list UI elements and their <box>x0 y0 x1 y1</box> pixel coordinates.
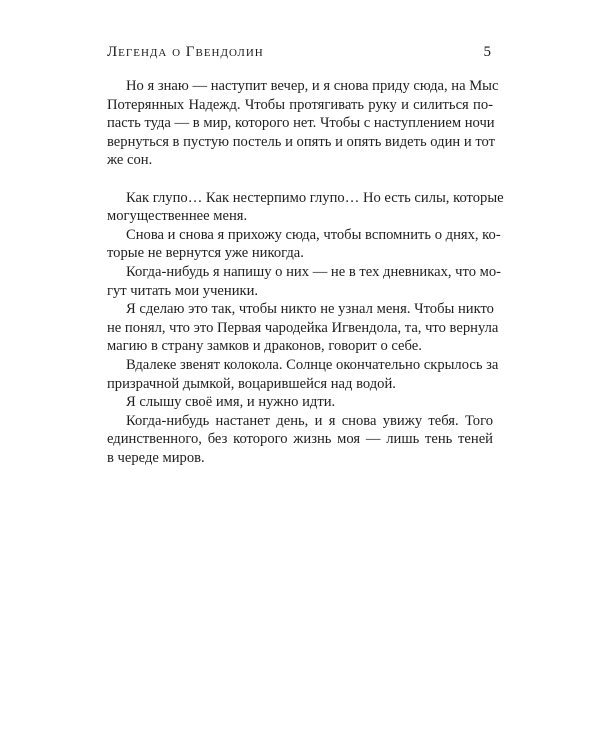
text-line: Но я знаю — наступит вечер, и я снова приду сюда, на Мыс <box>126 78 499 94</box>
paragraph <box>107 393 493 412</box>
paragraph <box>107 263 502 300</box>
body-text <box>107 77 504 467</box>
text-line: не понял, что это Первая чародейка Игвендола, та, что вернула <box>107 319 499 336</box>
text-line: единственного, без которого жизнь моя — лишь тень теней <box>107 431 493 448</box>
text-line: вернуться в пустую постель и опять и опять видеть один и тот <box>107 133 496 150</box>
paragraph <box>107 189 504 226</box>
text-line: Вдалеке звенят колокола. Солнце окончательно скрылось за <box>126 356 499 373</box>
text-line: магию в страну замков и драконов, говорит о себе. <box>107 338 422 355</box>
text-line: Когда-нибудь настанет день, и я снова увижу тебя. Того <box>126 412 493 429</box>
text-line: же сон. <box>107 152 153 169</box>
paragraph <box>107 356 499 393</box>
text-line: гут читать мои ученики. <box>107 282 259 299</box>
text-line: Когда-нибудь я напишу о них — не в тех дневниках, что мо- <box>126 263 502 280</box>
text-line: призрачной дымкой, воцарившейся над водой. <box>107 375 396 392</box>
text-line: Я слышу своё имя, и нужно идти. <box>126 394 336 411</box>
text-line: Я сделаю это так, чтобы никто не узнал меня. Чтобы никто <box>126 301 494 318</box>
paragraph <box>107 77 499 170</box>
text-line: пасть туда — в мир, которого нет. Чтобы с наступлением ночи <box>107 115 495 132</box>
text-line: Потерянных Надежд. Чтобы протягивать руку и силиться по- <box>107 96 493 113</box>
text-line: могущественнее меня. <box>107 208 248 225</box>
section-break <box>107 170 493 189</box>
text-line: в череде миров. <box>107 449 205 466</box>
text-line: Как глупо… Как нестерпимо глупо… Но есть силы, которые <box>126 189 504 206</box>
text-line: Снова и снова я прихожу сюда, чтобы вспомнить о днях, ко- <box>126 226 501 243</box>
paragraph <box>107 226 501 263</box>
text-line: торые не вернутся уже никогда. <box>107 245 304 262</box>
running-head-title: Легенда о Гвендолин <box>107 44 264 60</box>
paragraph <box>107 412 493 468</box>
page-number: 5 <box>483 44 491 60</box>
paragraph <box>107 300 499 356</box>
